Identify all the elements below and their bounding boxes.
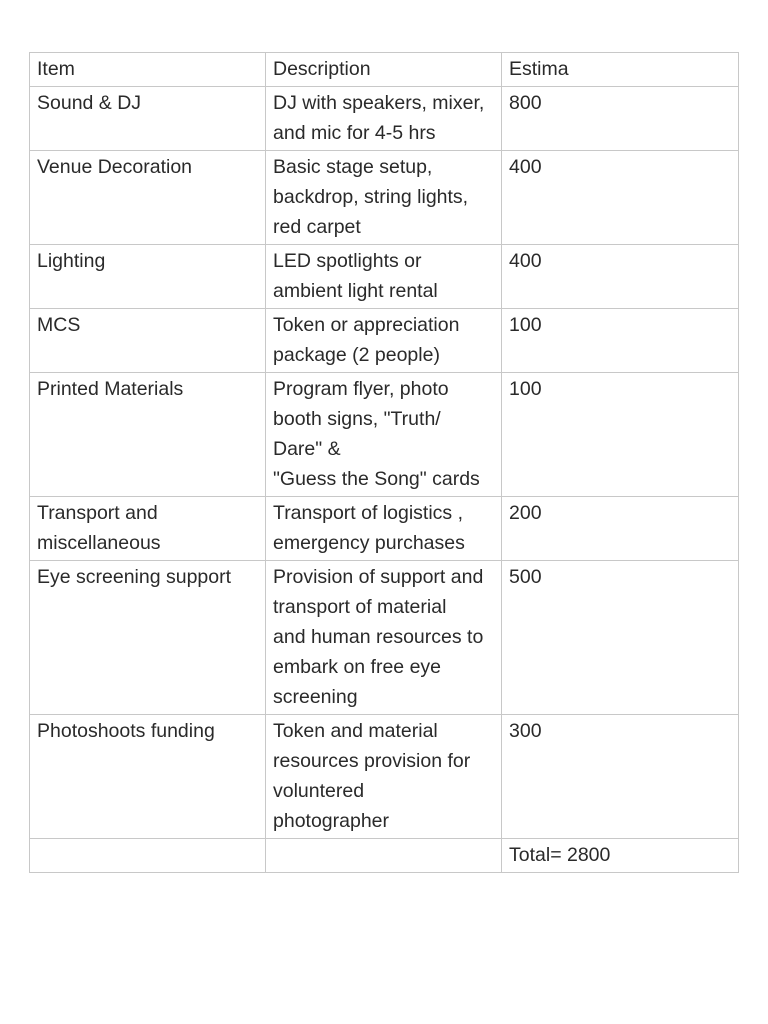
description-cell: Provision of support and transport of material and human resources to embark on free eye screening	[266, 561, 502, 715]
total-item-cell	[30, 839, 266, 873]
estimate-cell: 200	[502, 497, 739, 561]
item-cell: Lighting	[30, 245, 266, 309]
item-cell: Transport and miscellaneous	[30, 497, 266, 561]
table-row	[30, 561, 739, 715]
budget-table-body	[30, 53, 739, 873]
item-cell: Printed Materials	[30, 373, 266, 497]
description-cell: LED spotlights or ambient light rental	[266, 245, 502, 309]
description-cell: DJ with speakers, mixer, and mic for 4-5 hrs	[266, 87, 502, 151]
header-estimate-cell: Estima	[502, 53, 739, 87]
description-cell: Transport of logistics , emergency purchases	[266, 497, 502, 561]
table-row	[30, 245, 739, 309]
estimate-cell: 100	[502, 373, 739, 497]
table-row	[30, 497, 739, 561]
table-row	[30, 373, 739, 497]
item-cell: Venue Decoration	[30, 151, 266, 245]
table-row	[30, 151, 739, 245]
item-cell: Photoshoots funding	[30, 715, 266, 839]
total-description-cell	[266, 839, 502, 873]
description-cell: Program flyer, photo booth signs, "Truth/ Dare" & "Guess the Song" cards	[266, 373, 502, 497]
table-row	[30, 309, 739, 373]
budget-table	[29, 52, 739, 873]
description-cell: Token or appreciation package (2 people)	[266, 309, 502, 373]
total-row	[30, 839, 739, 873]
description-cell: Token and material resources provision for voluntered photographer	[266, 715, 502, 839]
estimate-cell: 500	[502, 561, 739, 715]
description-cell: Basic stage setup, backdrop, string lights, red carpet	[266, 151, 502, 245]
estimate-cell: 800	[502, 87, 739, 151]
estimate-cell: 100	[502, 309, 739, 373]
item-cell: Eye screening support	[30, 561, 266, 715]
header-item-cell: Item	[30, 53, 266, 87]
item-cell: Sound & DJ	[30, 87, 266, 151]
item-cell: MCS	[30, 309, 266, 373]
estimate-cell: 400	[502, 151, 739, 245]
estimate-cell: 400	[502, 245, 739, 309]
total-estimate-cell: Total= 2800	[502, 839, 739, 873]
table-row	[30, 715, 739, 839]
header-description-cell: Description	[266, 53, 502, 87]
table-row	[30, 87, 739, 151]
estimate-cell: 300	[502, 715, 739, 839]
table-header-row	[30, 53, 739, 87]
